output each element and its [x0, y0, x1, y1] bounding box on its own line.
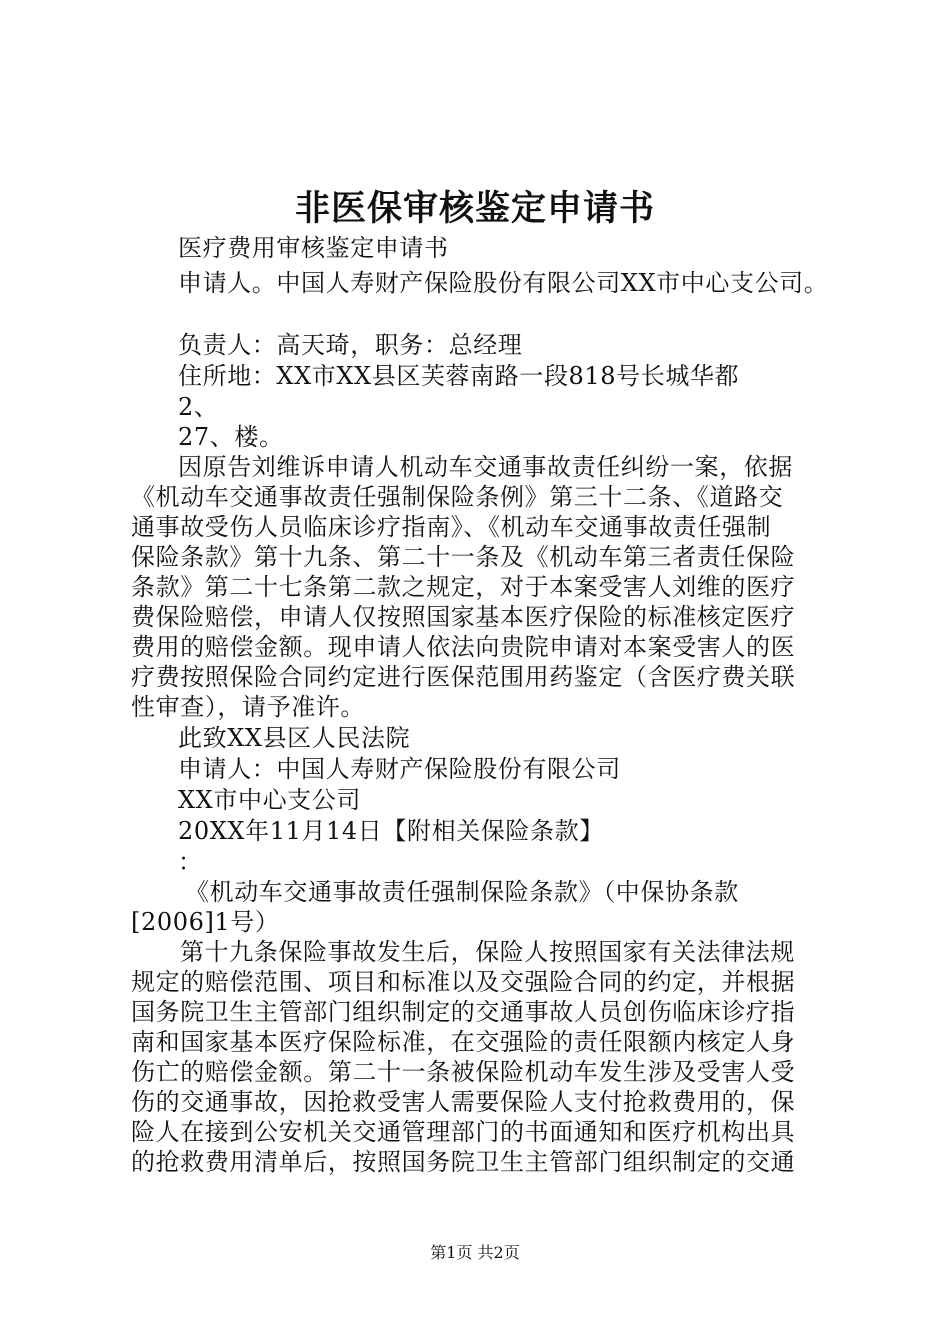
text-line: 险人在接到公安机关交通管理部门的书面通知和医疗机构出具 [131, 1118, 796, 1146]
text-line: 费保险赔偿，申请人仅按照国家基本医疗保险的标准核定医疗 [131, 603, 796, 631]
text-line: 《机动车交通事故责任强制保险条款》（中保协条款 [185, 878, 739, 906]
text-line: 申请人：中国人寿财产保险股份有限公司 [178, 755, 621, 783]
text-line: 通事故受伤人员临床诊疗指南》、《机动车交通事故责任强制 [131, 513, 772, 541]
text-line: 《机动车交通事故责任强制保险条例》第三十二条、《道路交 [131, 483, 784, 511]
text-line: 条款》第二十七条第二款之规定，对于本案受害人刘维的医疗 [131, 573, 796, 601]
text-line: 南和国家基本医疗保险标准，在交强险的责任限额内核定人身 [131, 1028, 796, 1056]
page-footer: 第1页 共2页 [430, 1243, 520, 1262]
text-line: 伤的交通事故，因抢救受害人需要保险人支付抢救费用的，保 [131, 1088, 796, 1116]
text-line: 性审查），请予准许。 [131, 693, 365, 721]
text-line: 费用的赔偿金额。现申请人依法向贵院申请对本案受害人的医 [131, 633, 796, 661]
text-line: 保险条款》第十九条、第二十一条及《机动车第三者责任保险 [131, 543, 796, 571]
text-line: 2、 [178, 393, 219, 421]
document-title: 非医保审核鉴定申请书 [294, 188, 655, 229]
text-line: [2006]1号） [131, 908, 280, 936]
text-line: 此致XX县区人民法院 [178, 724, 411, 752]
text-line: 20XX年11月14日【附相关保险条款】 [178, 817, 604, 845]
text-line: 因原告刘维诉申请人机动车交通事故责任纠纷一案，依据 [178, 453, 793, 481]
text-line: 申请人。中国人寿财产保险股份有限公司XX市中心支公司。 [178, 269, 829, 297]
text-line: 的抢救费用清单后，按照国务院卫生主管部门组织制定的交通 [131, 1148, 796, 1176]
text-line: 负责人：高天琦，职务：总经理 [178, 331, 523, 359]
text-line: XX市中心支公司 [178, 786, 361, 814]
text-line: 住所地：XX市XX县区芙蓉南路一段818号长城华都 [178, 362, 740, 390]
text-line: 疗费按照保险合同约定进行医保范围用药鉴定（含医疗费关联 [131, 663, 796, 691]
text-line: ： [178, 848, 203, 876]
text-line: 27、楼。 [178, 423, 284, 451]
text-line: 规定的赔偿范围、项目和标准以及交强险合同的约定，并根据 [131, 968, 796, 996]
text-line: 第十九条保险事故发生后，保险人按照国家有关法律法规 [180, 938, 795, 966]
text-line: 国务院卫生主管部门组织制定的交通事故人员创伤临床诊疗指 [131, 998, 796, 1026]
text-line: 伤亡的赔偿金额。第二十一条被保险机动车发生涉及受害人受 [131, 1058, 796, 1086]
text-line: 医疗费用审核鉴定申请书 [178, 234, 449, 262]
